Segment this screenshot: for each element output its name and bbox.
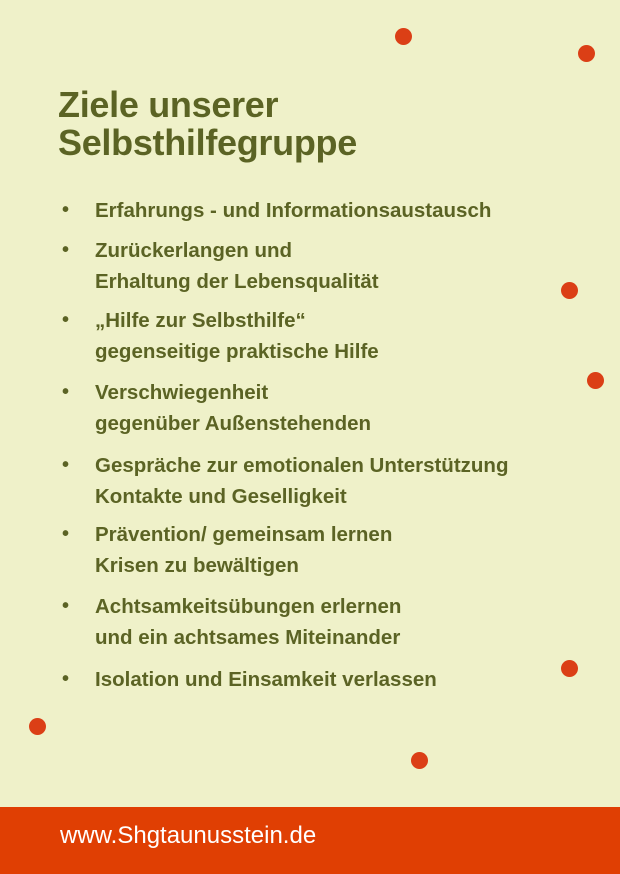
bullet-icon: • [62,595,70,617]
goal-text: Isolation und Einsamkeit verlassen [95,668,437,691]
goal-text: Kontakte und Geselligkeit [95,485,347,508]
goal-text: Achtsamkeitsübungen erlernen [95,595,402,618]
goal-text: Krisen zu bewältigen [95,554,299,577]
goal-text: „Hilfe zur Selbsthilfe“ [95,309,306,332]
title-line-2: Selbsthilfegruppe [58,122,357,163]
goal-text: Prävention/ gemeinsam lernen [95,523,393,546]
decorative-dot-icon [561,282,578,299]
decorative-dot-icon [411,752,428,769]
goal-text: Erfahrungs - und Informationsaustausch [95,199,492,222]
decorative-dot-icon [29,718,46,735]
bullet-icon: • [62,523,70,545]
goal-text: gegenüber Außenstehenden [95,412,372,435]
bullet-icon: • [62,199,70,221]
page-title [58,86,357,162]
goal-text: und ein achtsames Miteinander [95,626,401,649]
goal-text: Gespräche zur emotionalen Unterstützung [95,454,509,477]
bullet-icon: • [62,381,70,403]
goal-text: gegenseitige praktische Hilfe [95,340,379,363]
bullet-icon: • [62,454,70,476]
title-line-1: Ziele unserer [58,84,279,125]
decorative-dot-icon [395,28,412,45]
goal-text: Zurückerlangen und [95,239,293,262]
decorative-dot-icon [587,372,604,389]
decorative-dot-icon [561,660,578,677]
bullet-icon: • [62,239,70,261]
bullet-icon: • [62,309,70,331]
goal-text: Verschwiegenheit [95,381,269,404]
goal-text: Erhaltung der Lebensqualität [95,270,379,293]
decorative-dot-icon [578,45,595,62]
bullet-icon: • [62,668,70,690]
footer-bar [0,807,620,874]
website-url: www.Shgtaunusstein.de [60,822,317,849]
